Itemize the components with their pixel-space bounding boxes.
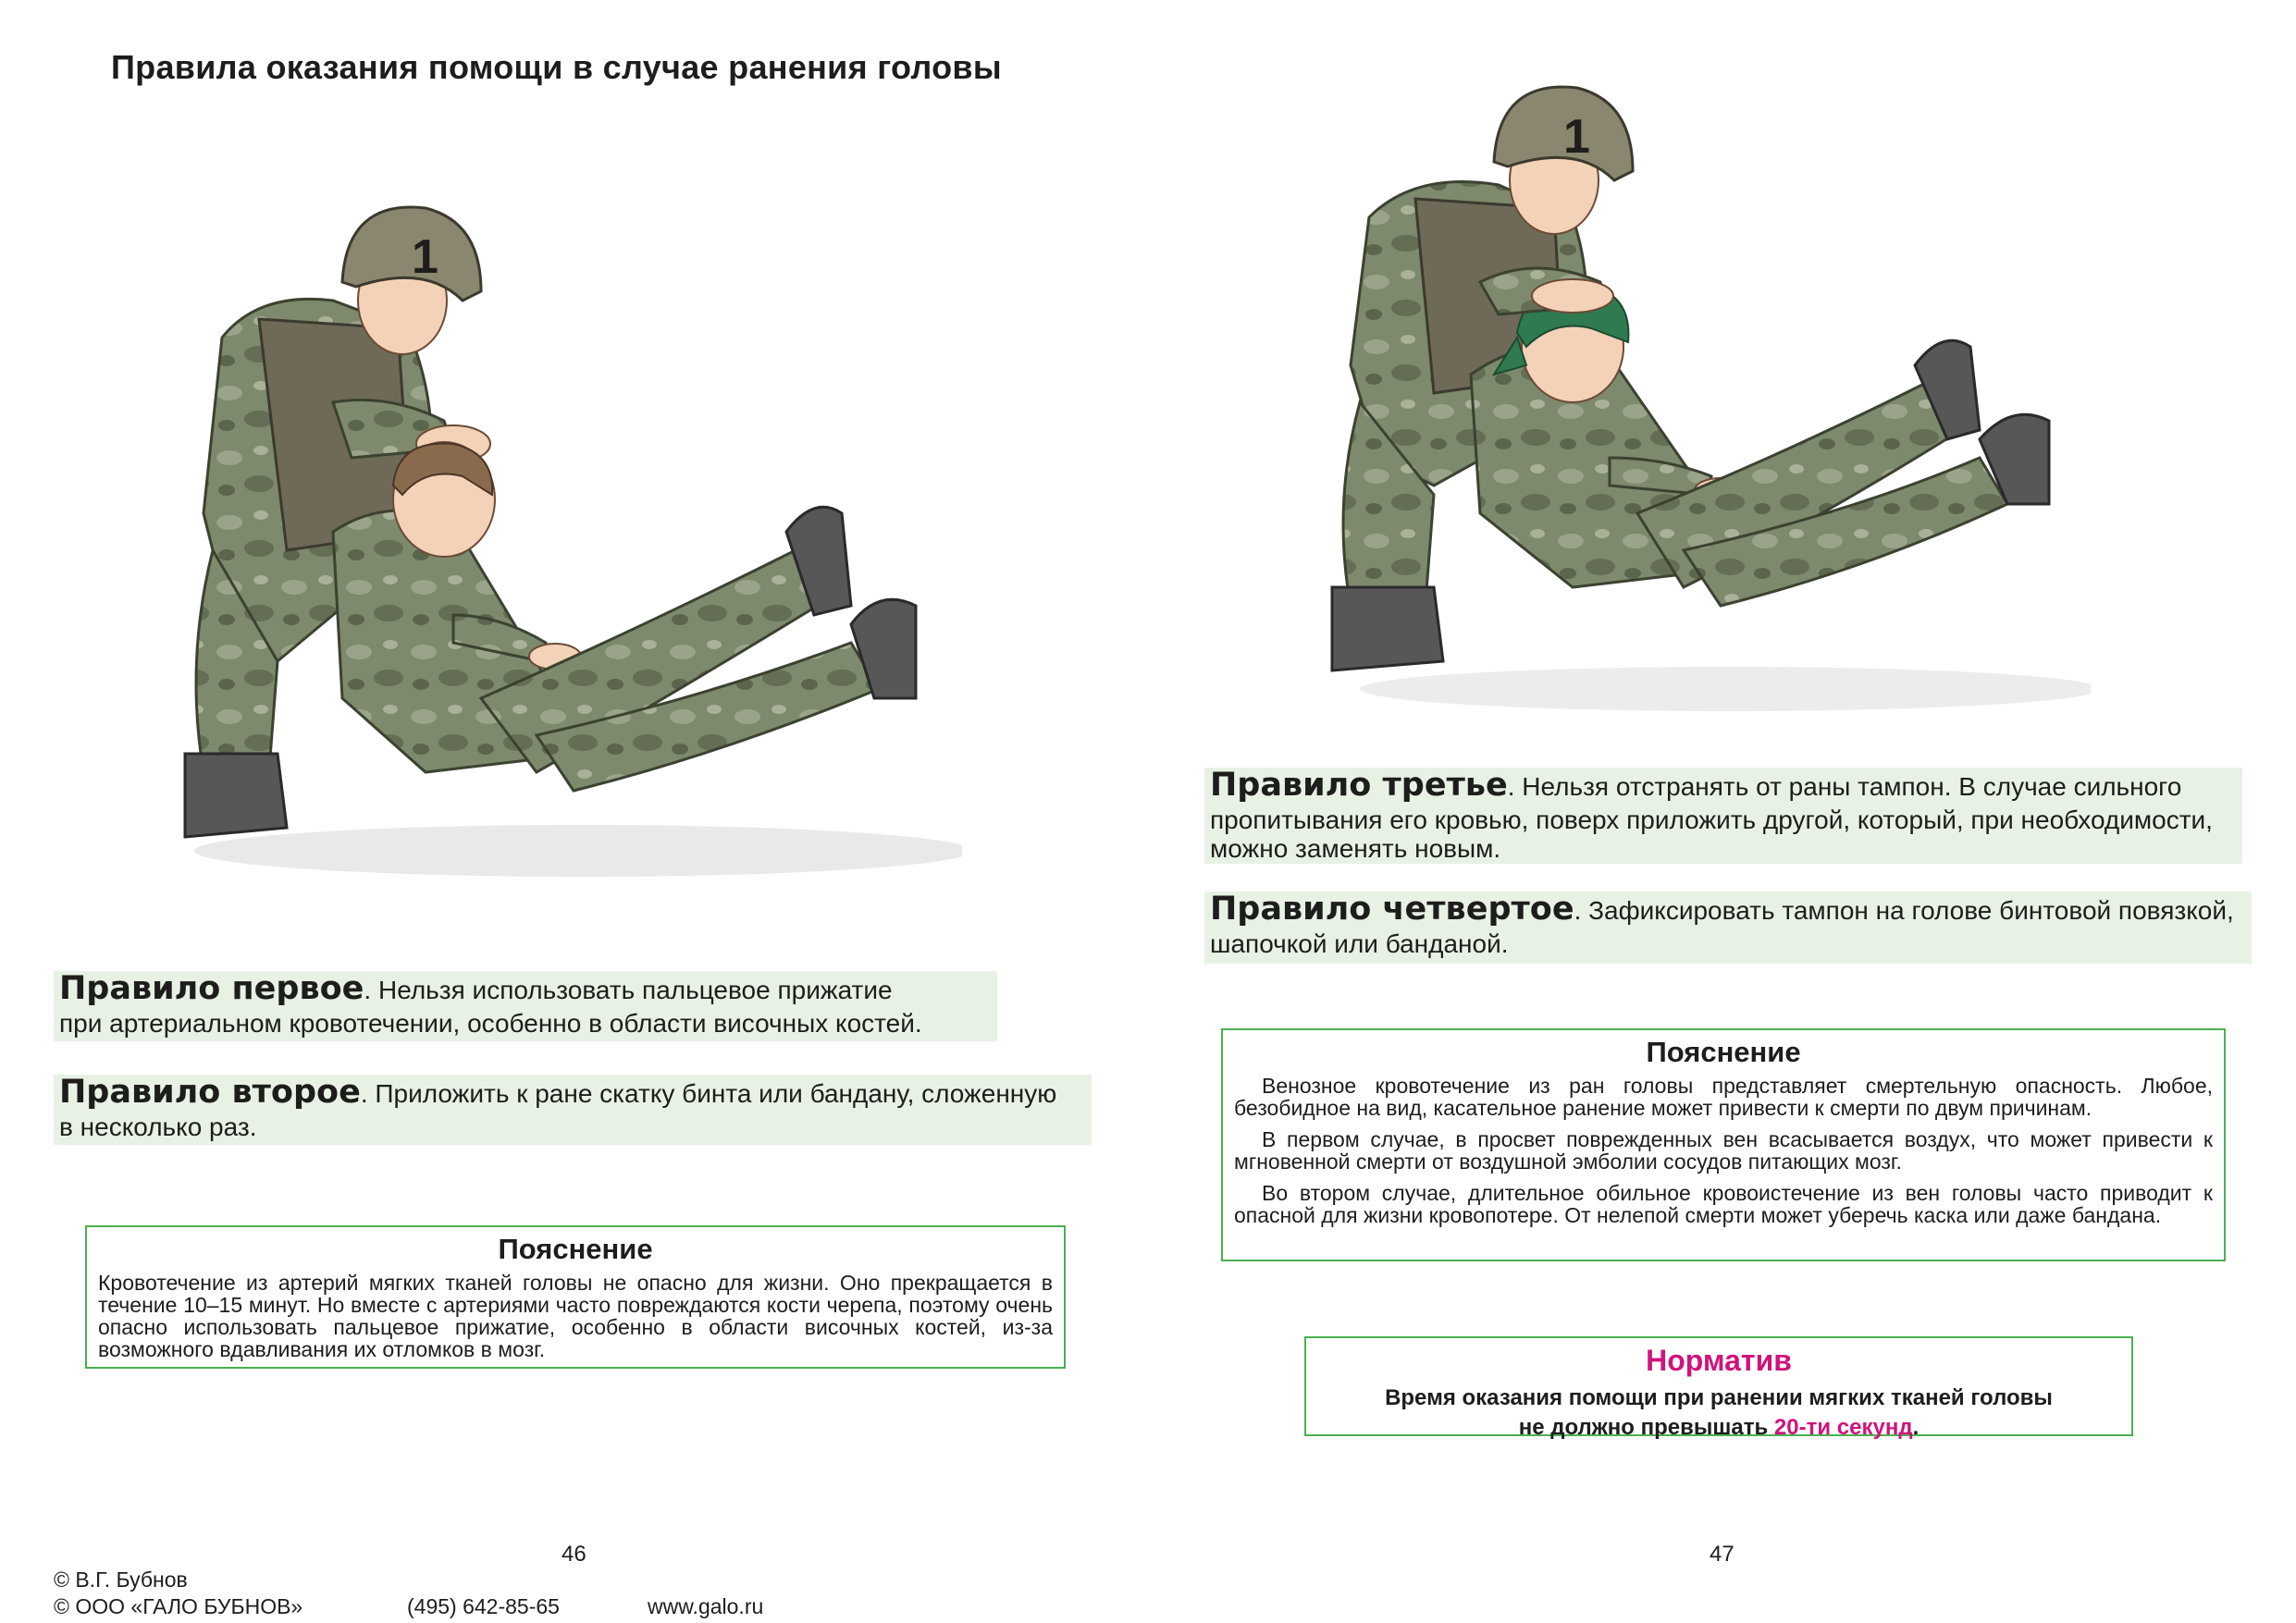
helmet-number-right: 1: [1563, 110, 1590, 164]
footer-phone: (495) 642-85-65: [407, 1594, 560, 1618]
rule-third-head: Правило третье: [1210, 767, 1508, 804]
normative-line-1: Время оказания помощи при ранении мягких тканей головы: [1385, 1385, 2053, 1410]
rule-second: [54, 1075, 1092, 1145]
footer-site[interactable]: www.galo.ru: [648, 1594, 764, 1618]
rule-fourth-head: Правило четвертое: [1210, 891, 1574, 928]
rule-fourth: [1204, 891, 2252, 964]
footer-author: © В.Г. Бубнов: [54, 1568, 188, 1592]
rule-second-body: . Приложить к ране скатку бинта или бандану, сложенную: [360, 1079, 1057, 1108]
rule-first-body: . Нельзя использовать пальцевое прижатие: [364, 976, 893, 1004]
explanation-right-paragraph-3: Во втором случае, длительное обильное кровоистечение из вен головы часто приводит к опасной для жизни кровопотере. От нелепой смерти может уберечь каска или даже бандана.: [1234, 1181, 2213, 1227]
explanation-right-paragraph-2: В первом случае, в просвет поврежденных вен всасывается воздух, что может привести к мгновенной смерти от воздушной эмболии сосудов питающих мозг.: [1234, 1127, 2213, 1174]
rule-third: [1204, 768, 2242, 864]
footer-company: © ООО «ГАЛО БУБНОВ»: [54, 1594, 303, 1618]
normative-box: [1304, 1336, 2133, 1440]
explanation-right-paragraph-1: Венозное кровотечение из ран головы представляет смертельную опасность. Любое, безобидное на вид, касательное ранение может привести к смерти по двум причинам.: [1234, 1074, 2213, 1120]
rule-first: [54, 971, 997, 1041]
explanation-right: [1221, 1028, 2226, 1261]
helmet-number-left: 1: [412, 230, 438, 284]
rule-fourth-body-2: шапочкой или банданой.: [1210, 929, 1509, 958]
explanation-left: [85, 1225, 1066, 1369]
normative-line-2: [1315, 1413, 2122, 1443]
rule-first-body-2: при артериальном кровотечении, особенно в области височных костей.: [59, 1009, 922, 1038]
rule-third-body: . Нельзя отстранять от раны тампон. В случае сильного: [1507, 772, 2182, 801]
explanation-right-head: Пояснение: [1646, 1036, 1801, 1068]
illustration-right: [1295, 69, 2091, 735]
normative-head: Норматив: [1646, 1344, 1792, 1377]
explanation-left-text: Кровотечение из артерий мягких тканей головы не опасно для жизни. Оно прекращается в течение 10–15 минут. Но вместе с артериями часто повреждаются кости черепа, поэтому очень опасно использовать пальцевое прижатие, особенно в области височных костей, из-за возможного вдавливания их отломков в мозг.: [98, 1271, 1053, 1361]
illustration-left: [148, 180, 962, 902]
rule-fourth-body: . Зафиксировать тампон на голове бинтовой повязкой,: [1574, 896, 2234, 925]
page-number-right: 47: [1710, 1542, 1734, 1567]
normative-line-2-suffix: .: [1912, 1415, 1920, 1440]
normative-line-2-prefix: не должно превышать: [1518, 1415, 1774, 1440]
page-title: Правила оказания помощи в случае ранения головы: [111, 48, 1002, 86]
normative-time-limit: 20-ти секунд: [1773, 1415, 1913, 1440]
rule-second-body-2: в несколько раз.: [59, 1113, 257, 1141]
rule-third-body-2: пропитывания его кровью, поверх приложить другой, который, при необходимости,: [1210, 805, 2213, 834]
page-number-left: 46: [562, 1542, 586, 1567]
rule-first-head: Правило первое: [59, 970, 364, 1007]
rule-third-body-3: можно заменять новым.: [1210, 834, 1501, 863]
explanation-left-head: Пояснение: [498, 1233, 653, 1265]
rule-second-head: Правило вторoе: [59, 1074, 361, 1111]
